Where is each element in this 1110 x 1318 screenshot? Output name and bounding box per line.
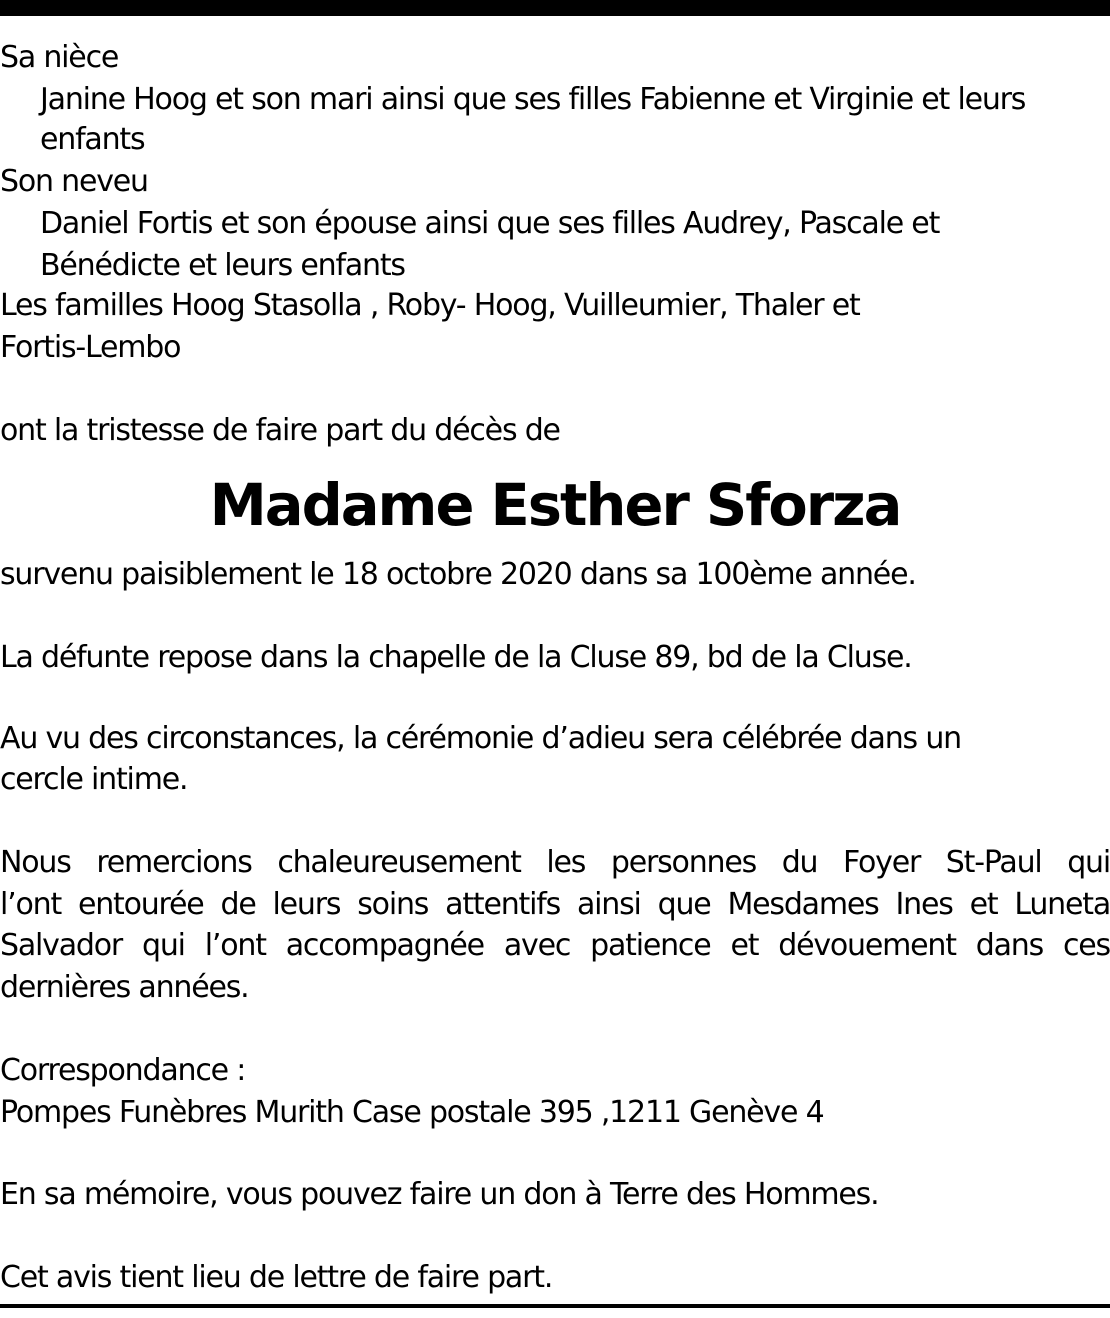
correspondence-label: Correspondance : bbox=[0, 1053, 246, 1088]
families-line-1: Les familles Hoog Stasolla , Roby- Hoog, Vuilleumier, Thaler et bbox=[0, 288, 860, 323]
nephew-line-2: Bénédicte et leurs enfants bbox=[40, 248, 405, 283]
deceased-name: Madame Esther Sforza bbox=[209, 471, 901, 539]
niece-line-1: Janine Hoog et son mari ainsi que ses filles Fabienne et Virginie et leurs bbox=[40, 82, 1026, 117]
donation-text: En sa mémoire, vous pouvez faire un don à Terre des Hommes. bbox=[0, 1177, 879, 1212]
thanks-line-4: dernières années. bbox=[0, 970, 249, 1005]
niece-line-2: enfants bbox=[40, 122, 145, 157]
ceremony-line-1: Au vu des circonstances, la cérémonie d’adieu sera célébrée dans un bbox=[0, 721, 961, 756]
correspondence-address: Pompes Funèbres Murith Case postale 395 ,1211 Genève 4 bbox=[0, 1095, 824, 1130]
nephew-label: Son neveu bbox=[0, 164, 148, 199]
thanks-line-3: Salvador qui l’ont accompagnée avec patience et dévouement dans ces bbox=[0, 928, 1110, 963]
thanks-line-2: l’ont entourée de leurs soins attentifs ainsi que Mesdames Ines et Luneta bbox=[0, 887, 1110, 922]
repose-info: La défunte repose dans la chapelle de la Cluse 89, bd de la Cluse. bbox=[0, 640, 912, 675]
niece-label: Sa nièce bbox=[0, 40, 119, 75]
families-line-2: Fortis-Lembo bbox=[0, 330, 181, 365]
thanks-line-1: Nous remercions chaleureusement les personnes du Foyer St-Paul qui bbox=[0, 845, 1110, 880]
death-info: survenu paisiblement le 18 octobre 2020 dans sa 100ème année. bbox=[0, 557, 916, 592]
closing-text: Cet avis tient lieu de lettre de faire part. bbox=[0, 1260, 553, 1295]
top-border-rule bbox=[0, 0, 1110, 16]
announcement-text: ont la tristesse de faire part du décès de bbox=[0, 413, 560, 448]
nephew-line-1: Daniel Fortis et son épouse ainsi que ses filles Audrey, Pascale et bbox=[40, 206, 940, 241]
ceremony-line-2: cercle intime. bbox=[0, 762, 188, 797]
bottom-border-rule bbox=[0, 1304, 1110, 1308]
